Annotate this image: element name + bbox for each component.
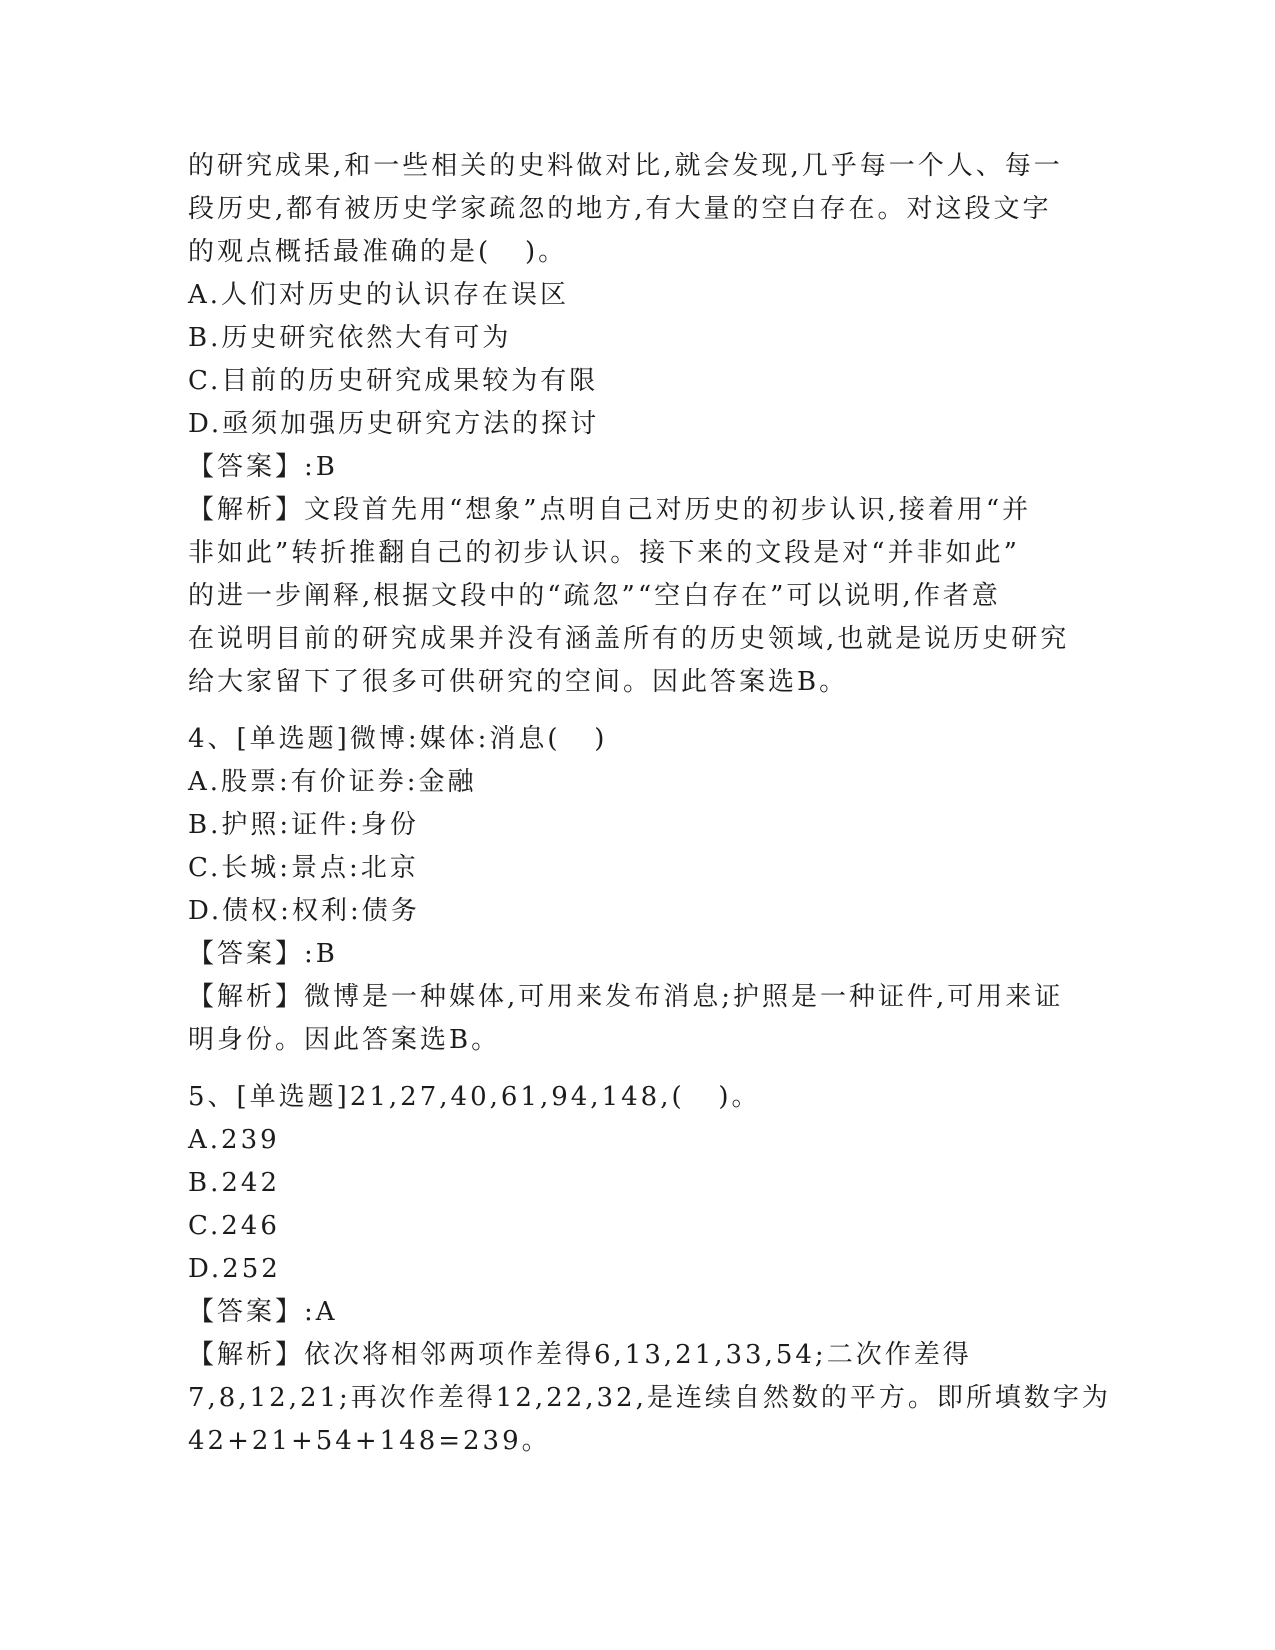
question-stem-line: 的研究成果,和一些相关的史料做对比,就会发现,几乎每一个人、每一 bbox=[188, 151, 1063, 181]
analysis-line: 在说明目前的研究成果并没有涵盖所有的历史领域,也就是说历史研究 bbox=[188, 624, 1070, 654]
option-d: D.亟须加强历史研究方法的探讨 bbox=[188, 409, 600, 439]
option-b: B.242 bbox=[188, 1168, 280, 1198]
answer-line: 【答案】:B bbox=[188, 452, 338, 482]
analysis-line: 的进一步阐释,根据文段中的“疏忽”“空白存在”可以说明,作者意 bbox=[188, 581, 1001, 611]
answer-line: 【答案】:B bbox=[188, 939, 338, 969]
option-b: B.历史研究依然大有可为 bbox=[188, 323, 512, 353]
analysis-line: 42+21+54+148=239。 bbox=[188, 1426, 551, 1456]
analysis-line: 给大家留下了很多可供研究的空间。因此答案选B。 bbox=[188, 667, 849, 697]
option-c: C.长城:景点:北京 bbox=[188, 853, 419, 883]
option-c: C.246 bbox=[188, 1211, 280, 1241]
question-5 bbox=[188, 1076, 1111, 1463]
analysis-line: 【解析】文段首先用“想象”点明自己对历史的初步认识,接着用“并 bbox=[188, 495, 1032, 525]
answer-line: 【答案】:A bbox=[188, 1297, 338, 1327]
question-stem-line: 段历史,都有被历史学家疏忽的地方,有大量的空白存在。对这段文字 bbox=[188, 194, 1052, 224]
option-d: D.债权:权利:债务 bbox=[188, 896, 420, 926]
analysis-line: 非如此”转折推翻自己的初步认识。接下来的文段是对“并非如此” bbox=[188, 538, 1020, 568]
option-a: A.239 bbox=[188, 1125, 280, 1155]
question-stem-line: 的观点概括最准确的是( )。 bbox=[188, 237, 568, 267]
question-stem: 4、[单选题]微博:媒体:消息( ) bbox=[188, 724, 608, 754]
option-b: B.护照:证件:身份 bbox=[188, 810, 419, 840]
question-spacer bbox=[188, 704, 1088, 718]
question-spacer bbox=[188, 1062, 1088, 1076]
analysis-line: 7,8,12,21;再次作差得12,22,32,是连续自然数的平方。即所填数字为 bbox=[188, 1383, 1111, 1413]
option-c: C.目前的历史研究成果较为有限 bbox=[188, 366, 599, 396]
option-a: A.股票:有价证券:金融 bbox=[188, 767, 477, 797]
option-d: D.252 bbox=[188, 1254, 281, 1284]
analysis-line: 【解析】依次将相邻两项作差得6,13,21,33,54;二次作差得 bbox=[188, 1340, 972, 1370]
question-3 bbox=[188, 145, 1088, 704]
analysis-line: 【解析】微博是一种媒体,可用来发布消息;护照是一种证件,可用来证 bbox=[188, 982, 1064, 1012]
document-page bbox=[188, 145, 1111, 1463]
question-stem: 5、[单选题]21,27,40,61,94,148,( )。 bbox=[188, 1082, 761, 1112]
option-a: A.人们对历史的认识存在误区 bbox=[188, 280, 570, 310]
analysis-line: 明身份。因此答案选B。 bbox=[188, 1025, 501, 1055]
question-4 bbox=[188, 718, 1088, 1062]
